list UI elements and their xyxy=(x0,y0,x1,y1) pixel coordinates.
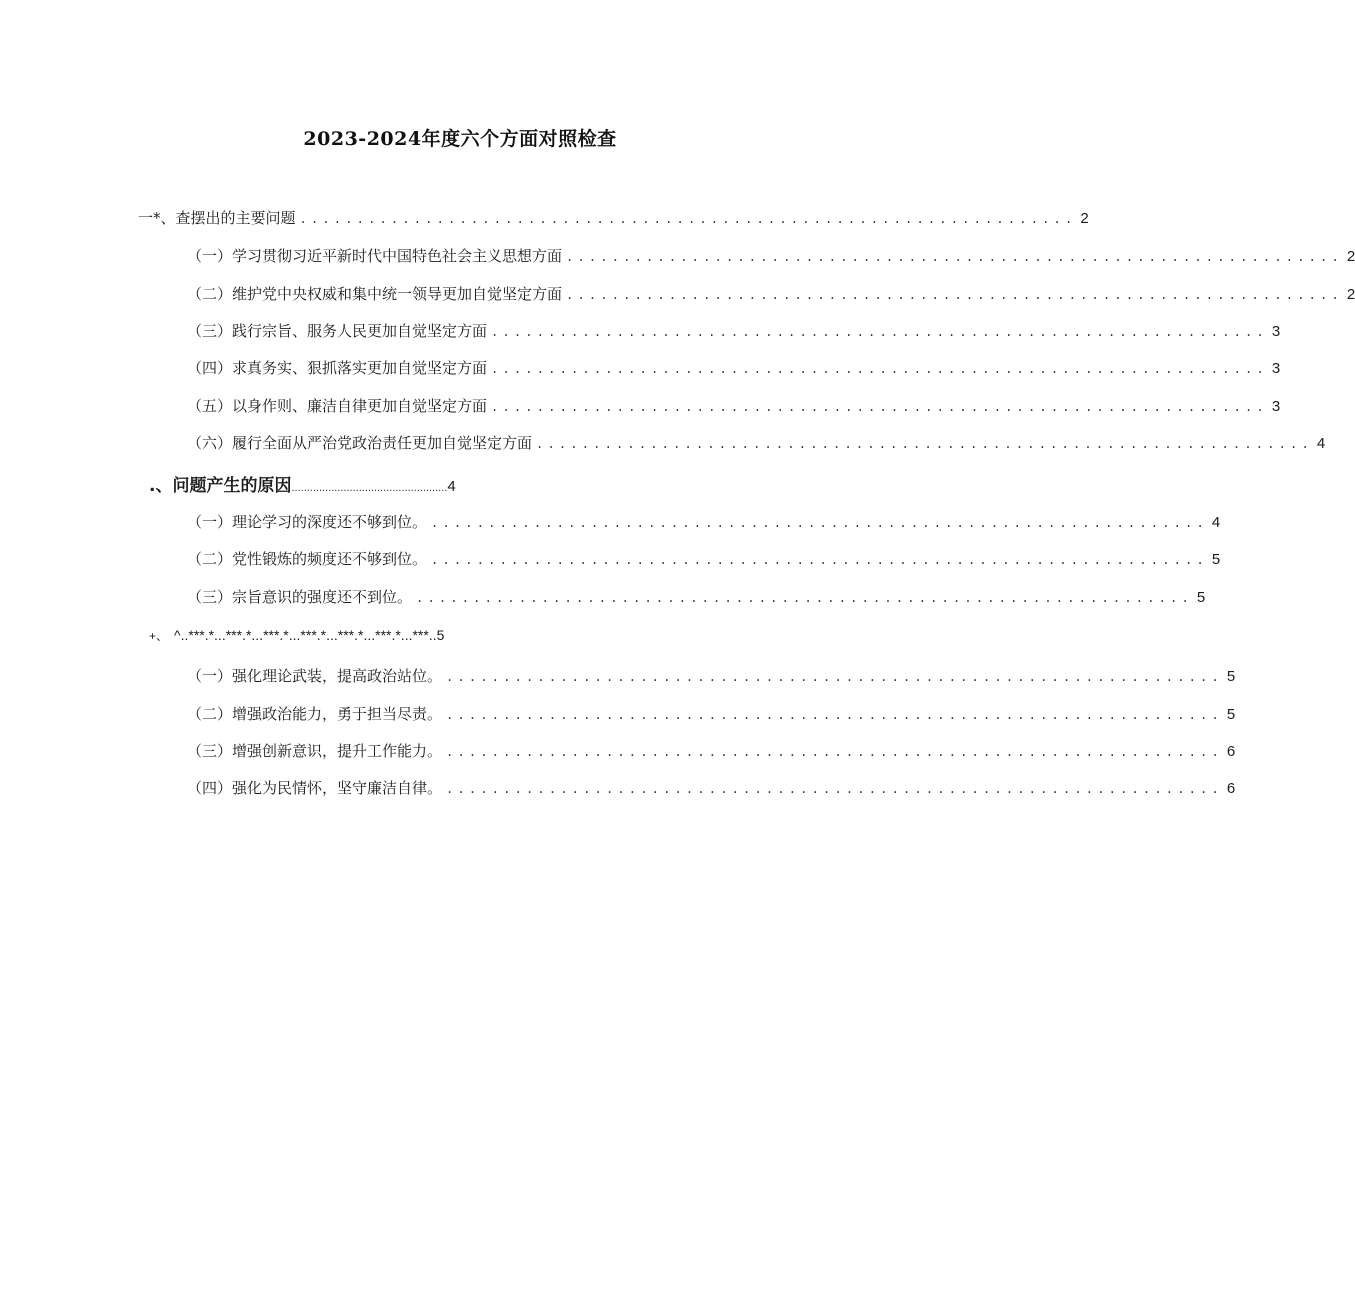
toc-entry-section-3[interactable] xyxy=(149,627,444,644)
toc-entry-label: （六）履行全面从严治党政治责任更加自觉坚定方面 xyxy=(187,434,533,452)
toc-entry-label: （三）增强创新意识，提升工作能力。 xyxy=(187,742,443,760)
toc-entry-label: （四）强化为民情怀，坚守廉洁自律。 xyxy=(187,779,443,797)
toc-leader: .................................................................... xyxy=(446,782,1223,796)
toc-entry-label: （一）理论学习的深度还不够到位。 xyxy=(187,513,428,531)
toc-leader: .................................................................... xyxy=(536,437,1313,451)
toc-leader: .................................................................... xyxy=(566,250,1343,264)
toc-page-number: 5 xyxy=(1211,551,1221,568)
toc-entry-label: 问题产生的原因 xyxy=(172,476,292,496)
toc-entry-1-1[interactable] xyxy=(187,245,1355,266)
toc-entry-1-5[interactable] xyxy=(187,395,1281,416)
toc-entry-section-1[interactable] xyxy=(138,207,1089,228)
toc-page-number: 2 xyxy=(1080,210,1089,227)
toc-leader: .................................................................... xyxy=(491,400,1268,414)
toc-entry-label: （三）践行宗旨、服务人民更加自觉坚定方面 xyxy=(187,322,488,340)
toc-entry-label: （二）党性锻炼的频度还不够到位。 xyxy=(187,550,428,568)
toc-entry-1-6[interactable] xyxy=(187,432,1326,453)
toc-page-number: 3 xyxy=(1271,398,1281,415)
toc-entry-label: 一*、查摆出的主要问题 xyxy=(138,209,296,227)
toc-entry-1-2[interactable] xyxy=(187,283,1355,304)
toc-page-number: 3 xyxy=(1271,360,1281,377)
toc-entry-section-2[interactable] xyxy=(149,471,456,496)
toc-entry-prefix: .、 xyxy=(149,476,173,496)
toc-entry-1-3[interactable] xyxy=(187,320,1281,341)
toc-leader: .................................................................... xyxy=(446,708,1223,722)
toc-entry-prefix: +、 xyxy=(149,629,169,643)
toc-page-number: 4 xyxy=(1316,435,1326,452)
toc-entry-label: （三）宗旨意识的强度还不到位。 xyxy=(187,588,413,606)
toc-leader: .................................................................... xyxy=(299,212,1077,226)
toc-page-number: 6 xyxy=(1226,780,1236,797)
toc-page-number: 2 xyxy=(1346,286,1355,303)
toc-leader: .................................................................... xyxy=(431,553,1208,567)
toc-page-number: 2 xyxy=(1346,248,1355,265)
toc-entry-3-1[interactable] xyxy=(187,665,1236,686)
toc-leader: .................................................................... xyxy=(446,745,1223,759)
toc-entry-3-3[interactable] xyxy=(187,740,1236,761)
toc-entry-label: （一）学习贯彻习近平新时代中国特色社会主义思想方面 xyxy=(187,247,563,265)
toc-leader: .................................................................... xyxy=(566,288,1343,302)
toc-entry-3-2[interactable] xyxy=(187,703,1236,724)
toc-page-number: 4 xyxy=(1211,514,1221,531)
toc-leader: .................................................................... xyxy=(491,325,1268,339)
toc-page-number: 5 xyxy=(1196,589,1206,606)
toc-entry-label: （二）维护党中央权威和集中统一领导更加自觉坚定方面 xyxy=(187,285,563,303)
toc-page-number: 4 xyxy=(447,478,456,495)
toc-entry-2-1[interactable] xyxy=(187,511,1221,532)
toc-entry-3-4[interactable] xyxy=(187,777,1236,798)
toc-entry-label: （二）增强政治能力，勇于担当尽责。 xyxy=(187,705,443,723)
toc-page-number: 3 xyxy=(1271,323,1281,340)
toc-leader: .................................................................... xyxy=(431,516,1208,530)
toc-page-number: 5 xyxy=(1226,706,1236,723)
toc-leader: .................................................................... xyxy=(446,670,1223,684)
toc-leader: ................................................... xyxy=(291,482,448,494)
toc-leader: .................................................................... xyxy=(416,591,1193,605)
toc-entry-2-2[interactable] xyxy=(187,548,1221,569)
toc-entry-2-3[interactable] xyxy=(187,586,1206,607)
toc-entry-label: （五）以身作则、廉洁自律更加自觉坚定方面 xyxy=(187,397,488,415)
toc-entry-label: （四）求真务实、狠抓落实更加自觉坚定方面 xyxy=(187,359,488,377)
toc-entry-label: （一）强化理论武装，提高政治站位。 xyxy=(187,667,443,685)
toc-page-number: 5 xyxy=(1226,668,1236,685)
toc-entry-label: ^..***.*...***.*...***.*...***.*...***.*...***.*...***..5 xyxy=(174,627,445,643)
toc-entry-1-4[interactable] xyxy=(187,357,1281,378)
toc-page-number: 6 xyxy=(1226,743,1236,760)
document-title: 2023-2024年度六个方面对照检查 xyxy=(303,128,617,150)
toc-leader: .................................................................... xyxy=(491,362,1268,376)
